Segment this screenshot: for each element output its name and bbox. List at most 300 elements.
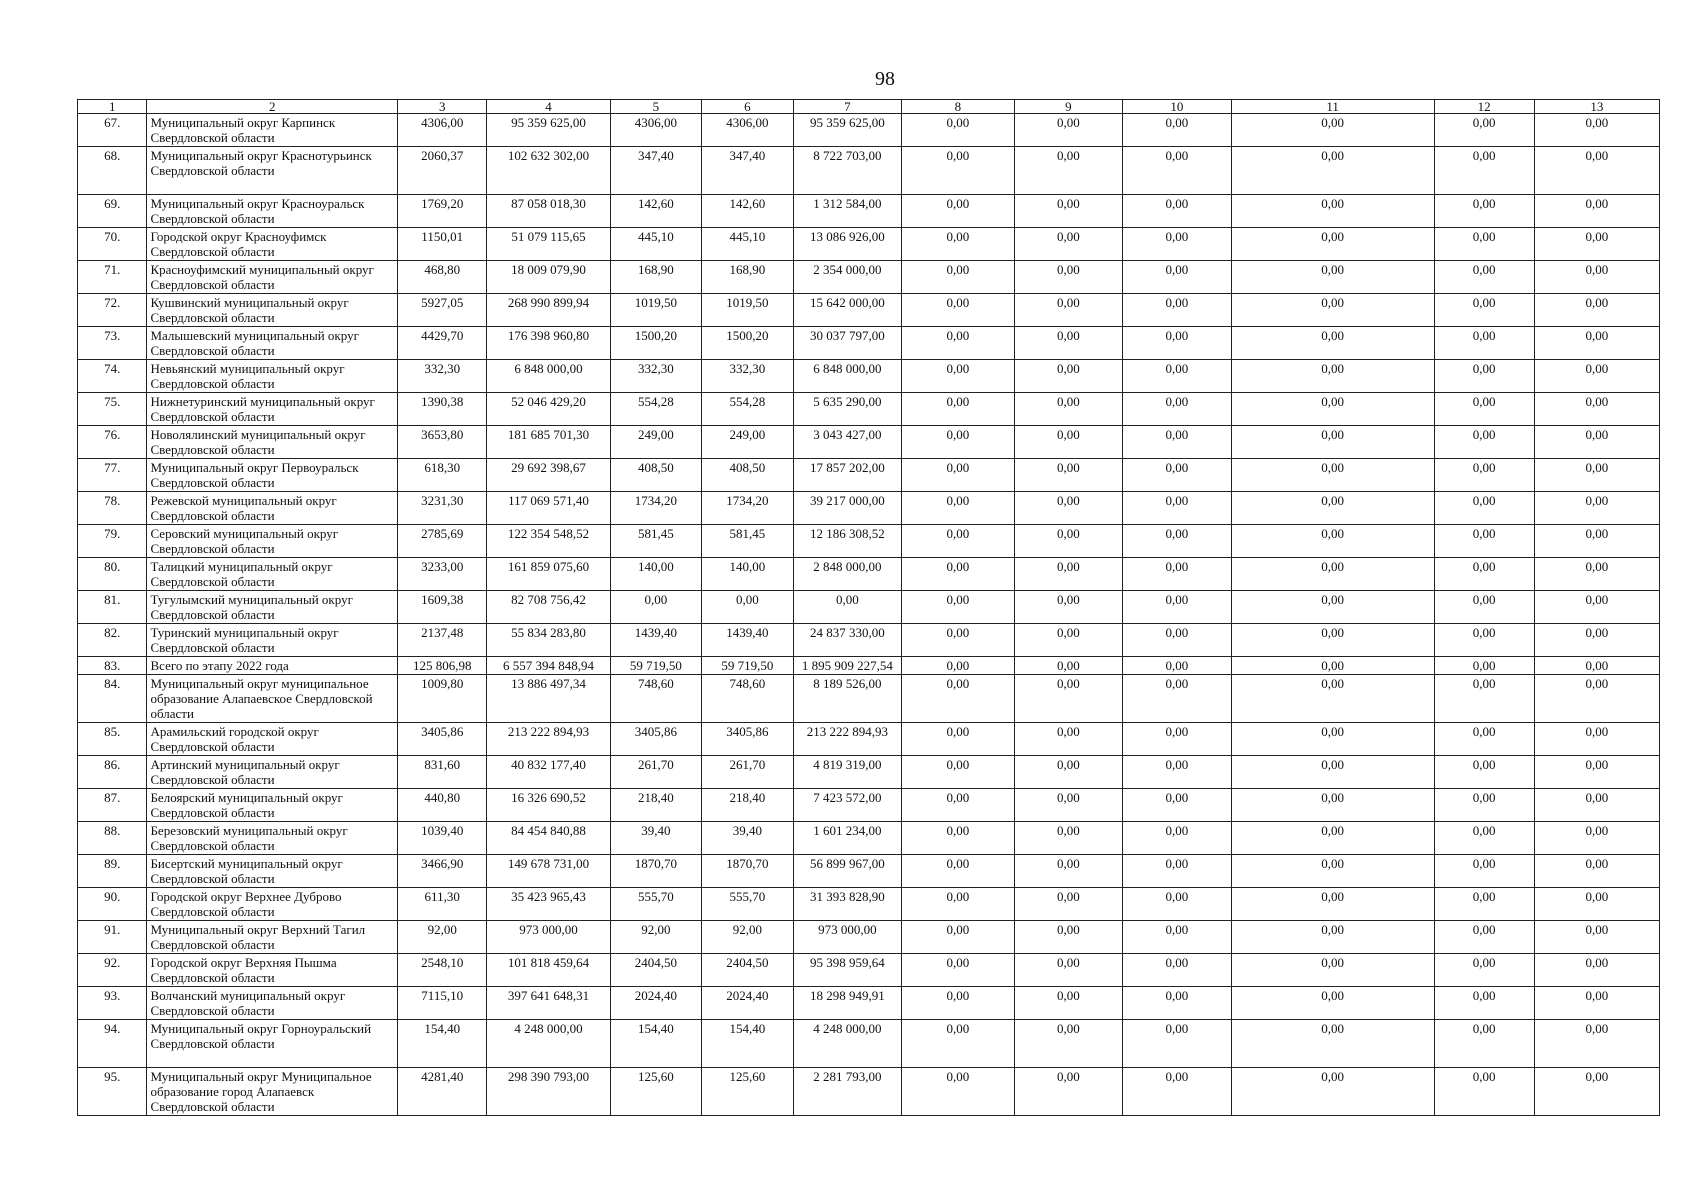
value-col-4: 122 354 548,52 (487, 525, 610, 558)
value-col-3: 4281,40 (397, 1068, 486, 1116)
value-col-10: 0,00 (1123, 195, 1231, 228)
value-col-8: 0,00 (902, 624, 1015, 657)
value-col-4: 13 886 497,34 (487, 675, 610, 723)
row-number: 88. (78, 822, 147, 855)
value-col-12: 0,00 (1434, 675, 1534, 723)
value-col-4: 149 678 731,00 (487, 855, 610, 888)
value-col-12: 0,00 (1434, 723, 1534, 756)
value-col-7: 18 298 949,91 (793, 987, 901, 1020)
value-col-13: 0,00 (1534, 822, 1659, 855)
value-col-13: 0,00 (1534, 147, 1659, 195)
value-col-8: 0,00 (902, 360, 1015, 393)
column-header: 5 (610, 100, 702, 114)
municipality-name: Нижнетуринский муниципальный округ Свердловской области (147, 393, 398, 426)
value-col-7: 8 722 703,00 (793, 147, 901, 195)
municipality-name: Туринский муниципальный округ Свердловской области (147, 624, 398, 657)
value-col-8: 0,00 (902, 1068, 1015, 1116)
value-col-6: 39,40 (702, 822, 794, 855)
column-header: 12 (1434, 100, 1534, 114)
value-col-10: 0,00 (1123, 657, 1231, 675)
value-col-10: 0,00 (1123, 492, 1231, 525)
value-col-8: 0,00 (902, 294, 1015, 327)
value-col-9: 0,00 (1014, 675, 1122, 723)
value-col-9: 0,00 (1014, 492, 1122, 525)
value-col-5: 555,70 (610, 888, 702, 921)
value-col-13: 0,00 (1534, 294, 1659, 327)
municipality-name: Муниципальный округ Верхний Тагил Свердловской области (147, 921, 398, 954)
table-row (78, 393, 1660, 426)
value-col-6: 555,70 (702, 888, 794, 921)
municipality-name: Городской округ Верхнее Дуброво Свердловской области (147, 888, 398, 921)
value-col-10: 0,00 (1123, 987, 1231, 1020)
value-col-7: 31 393 828,90 (793, 888, 901, 921)
value-col-5: 3405,86 (610, 723, 702, 756)
value-col-12: 0,00 (1434, 624, 1534, 657)
row-number: 95. (78, 1068, 147, 1116)
value-col-3: 1609,38 (397, 591, 486, 624)
value-col-11: 0,00 (1231, 492, 1434, 525)
value-col-13: 0,00 (1534, 624, 1659, 657)
value-col-6: 1870,70 (702, 855, 794, 888)
value-col-12: 0,00 (1434, 327, 1534, 360)
value-col-7: 2 281 793,00 (793, 1068, 901, 1116)
table-row (78, 987, 1660, 1020)
municipality-name: Малышевский муниципальный округ Свердловской области (147, 327, 398, 360)
value-col-10: 0,00 (1123, 675, 1231, 723)
value-col-13: 0,00 (1534, 261, 1659, 294)
column-header: 2 (147, 100, 398, 114)
value-col-5: 408,50 (610, 459, 702, 492)
value-col-4: 268 990 899,94 (487, 294, 610, 327)
value-col-13: 0,00 (1534, 327, 1659, 360)
table-row (78, 294, 1660, 327)
value-col-9: 0,00 (1014, 855, 1122, 888)
value-col-11: 0,00 (1231, 657, 1434, 675)
value-col-10: 0,00 (1123, 789, 1231, 822)
value-col-8: 0,00 (902, 492, 1015, 525)
value-col-4: 82 708 756,42 (487, 591, 610, 624)
value-col-9: 0,00 (1014, 525, 1122, 558)
municipality-name: Волчанский муниципальный округ Свердловской области (147, 987, 398, 1020)
value-col-13: 0,00 (1534, 360, 1659, 393)
value-col-8: 0,00 (902, 723, 1015, 756)
table-row (78, 360, 1660, 393)
row-number: 79. (78, 525, 147, 558)
value-col-5: 142,60 (610, 195, 702, 228)
value-col-8: 0,00 (902, 921, 1015, 954)
value-col-12: 0,00 (1434, 114, 1534, 147)
value-col-10: 0,00 (1123, 1068, 1231, 1116)
value-col-12: 0,00 (1434, 789, 1534, 822)
value-col-10: 0,00 (1123, 525, 1231, 558)
value-col-11: 0,00 (1231, 195, 1434, 228)
value-col-3: 3233,00 (397, 558, 486, 591)
value-col-7: 17 857 202,00 (793, 459, 901, 492)
value-col-8: 0,00 (902, 261, 1015, 294)
municipality-name: Невьянский муниципальный округ Свердловской области (147, 360, 398, 393)
value-col-6: 554,28 (702, 393, 794, 426)
value-col-5: 39,40 (610, 822, 702, 855)
table-row (78, 723, 1660, 756)
row-number: 85. (78, 723, 147, 756)
value-col-5: 249,00 (610, 426, 702, 459)
value-col-9: 0,00 (1014, 954, 1122, 987)
value-col-10: 0,00 (1123, 888, 1231, 921)
value-col-7: 0,00 (793, 591, 901, 624)
value-col-6: 218,40 (702, 789, 794, 822)
municipality-name: Всего по этапу 2022 года (147, 657, 398, 675)
value-col-3: 154,40 (397, 1020, 486, 1068)
value-col-6: 408,50 (702, 459, 794, 492)
value-col-8: 0,00 (902, 558, 1015, 591)
table-row (78, 888, 1660, 921)
value-col-10: 0,00 (1123, 147, 1231, 195)
value-col-13: 0,00 (1534, 888, 1659, 921)
value-col-5: 332,30 (610, 360, 702, 393)
table-row (78, 954, 1660, 987)
value-col-3: 4306,00 (397, 114, 486, 147)
row-number: 71. (78, 261, 147, 294)
value-col-10: 0,00 (1123, 756, 1231, 789)
value-col-8: 0,00 (902, 789, 1015, 822)
value-col-13: 0,00 (1534, 114, 1659, 147)
value-col-4: 6 848 000,00 (487, 360, 610, 393)
municipality-name: Муниципальный округ Карпинск Свердловской области (147, 114, 398, 147)
column-header: 4 (487, 100, 610, 114)
table-row (78, 756, 1660, 789)
value-col-5: 2404,50 (610, 954, 702, 987)
value-col-9: 0,00 (1014, 723, 1122, 756)
value-col-8: 0,00 (902, 888, 1015, 921)
row-number: 70. (78, 228, 147, 261)
value-col-3: 2785,69 (397, 525, 486, 558)
value-col-6: 59 719,50 (702, 657, 794, 675)
value-col-12: 0,00 (1434, 360, 1534, 393)
value-col-6: 142,60 (702, 195, 794, 228)
value-col-7: 4 819 319,00 (793, 756, 901, 789)
value-col-10: 0,00 (1123, 855, 1231, 888)
value-col-8: 0,00 (902, 393, 1015, 426)
value-col-9: 0,00 (1014, 195, 1122, 228)
value-col-3: 2137,48 (397, 624, 486, 657)
value-col-9: 0,00 (1014, 1020, 1122, 1068)
value-col-6: 125,60 (702, 1068, 794, 1116)
value-col-12: 0,00 (1434, 855, 1534, 888)
value-col-9: 0,00 (1014, 1068, 1122, 1116)
value-col-7: 973 000,00 (793, 921, 901, 954)
value-col-9: 0,00 (1014, 987, 1122, 1020)
value-col-6: 1500,20 (702, 327, 794, 360)
value-col-9: 0,00 (1014, 327, 1122, 360)
value-col-8: 0,00 (902, 822, 1015, 855)
table-row (78, 591, 1660, 624)
value-col-13: 0,00 (1534, 1020, 1659, 1068)
value-col-6: 92,00 (702, 921, 794, 954)
value-col-11: 0,00 (1231, 954, 1434, 987)
column-header: 3 (397, 100, 486, 114)
value-col-12: 0,00 (1434, 261, 1534, 294)
value-col-7: 5 635 290,00 (793, 393, 901, 426)
table-row (78, 525, 1660, 558)
value-col-7: 39 217 000,00 (793, 492, 901, 525)
value-col-11: 0,00 (1231, 426, 1434, 459)
column-header: 10 (1123, 100, 1231, 114)
municipality-name: Серовский муниципальный округ Свердловской области (147, 525, 398, 558)
value-col-13: 0,00 (1534, 1068, 1659, 1116)
table-row (78, 855, 1660, 888)
value-col-13: 0,00 (1534, 657, 1659, 675)
value-col-11: 0,00 (1231, 1068, 1434, 1116)
table-row (78, 459, 1660, 492)
value-col-4: 51 079 115,65 (487, 228, 610, 261)
municipality-name: Новолялинский муниципальный округ Свердловской области (147, 426, 398, 459)
value-col-6: 347,40 (702, 147, 794, 195)
value-col-7: 2 848 000,00 (793, 558, 901, 591)
value-col-7: 24 837 330,00 (793, 624, 901, 657)
value-col-4: 117 069 571,40 (487, 492, 610, 525)
value-col-4: 40 832 177,40 (487, 756, 610, 789)
value-col-4: 176 398 960,80 (487, 327, 610, 360)
table-row (78, 228, 1660, 261)
value-col-8: 0,00 (902, 954, 1015, 987)
row-number: 82. (78, 624, 147, 657)
value-col-6: 140,00 (702, 558, 794, 591)
value-col-8: 0,00 (902, 675, 1015, 723)
value-col-9: 0,00 (1014, 888, 1122, 921)
value-col-11: 0,00 (1231, 1020, 1434, 1068)
value-col-11: 0,00 (1231, 147, 1434, 195)
column-header: 9 (1014, 100, 1122, 114)
value-col-11: 0,00 (1231, 789, 1434, 822)
value-col-6: 168,90 (702, 261, 794, 294)
value-col-4: 161 859 075,60 (487, 558, 610, 591)
page-number: 98 (875, 68, 895, 90)
value-col-3: 92,00 (397, 921, 486, 954)
column-header: 8 (902, 100, 1015, 114)
value-col-8: 0,00 (902, 228, 1015, 261)
value-col-5: 4306,00 (610, 114, 702, 147)
table-body (78, 114, 1660, 1116)
value-col-5: 445,10 (610, 228, 702, 261)
value-col-13: 0,00 (1534, 756, 1659, 789)
value-col-11: 0,00 (1231, 723, 1434, 756)
value-col-6: 581,45 (702, 525, 794, 558)
value-col-8: 0,00 (902, 987, 1015, 1020)
table-row (78, 492, 1660, 525)
budget-table (77, 99, 1660, 1116)
row-number: 83. (78, 657, 147, 675)
value-col-10: 0,00 (1123, 360, 1231, 393)
municipality-name: Муниципальный округ Муниципальное образование город Алапаевск Свердловской области (147, 1068, 398, 1116)
value-col-11: 0,00 (1231, 525, 1434, 558)
value-col-13: 0,00 (1534, 459, 1659, 492)
value-col-11: 0,00 (1231, 855, 1434, 888)
value-col-12: 0,00 (1434, 294, 1534, 327)
municipality-name: Городской округ Красноуфимск Свердловской области (147, 228, 398, 261)
value-col-4: 29 692 398,67 (487, 459, 610, 492)
value-col-11: 0,00 (1231, 261, 1434, 294)
municipality-name: Тугулымский муниципальный округ Свердловской области (147, 591, 398, 624)
table-row (78, 822, 1660, 855)
row-number: 86. (78, 756, 147, 789)
value-col-4: 35 423 965,43 (487, 888, 610, 921)
value-col-5: 581,45 (610, 525, 702, 558)
value-col-10: 0,00 (1123, 624, 1231, 657)
value-col-8: 0,00 (902, 147, 1015, 195)
value-col-9: 0,00 (1014, 228, 1122, 261)
value-col-5: 2024,40 (610, 987, 702, 1020)
value-col-13: 0,00 (1534, 591, 1659, 624)
row-number: 81. (78, 591, 147, 624)
row-number: 67. (78, 114, 147, 147)
row-number: 76. (78, 426, 147, 459)
value-col-7: 30 037 797,00 (793, 327, 901, 360)
row-number: 72. (78, 294, 147, 327)
value-col-10: 0,00 (1123, 459, 1231, 492)
value-col-6: 2404,50 (702, 954, 794, 987)
value-col-13: 0,00 (1534, 675, 1659, 723)
value-col-4: 84 454 840,88 (487, 822, 610, 855)
value-col-5: 218,40 (610, 789, 702, 822)
value-col-5: 1019,50 (610, 294, 702, 327)
row-number: 90. (78, 888, 147, 921)
value-col-12: 0,00 (1434, 525, 1534, 558)
value-col-13: 0,00 (1534, 492, 1659, 525)
value-col-3: 831,60 (397, 756, 486, 789)
column-number-row (78, 100, 1660, 114)
value-col-12: 0,00 (1434, 558, 1534, 591)
value-col-9: 0,00 (1014, 294, 1122, 327)
value-col-12: 0,00 (1434, 492, 1534, 525)
value-col-11: 0,00 (1231, 393, 1434, 426)
value-col-11: 0,00 (1231, 756, 1434, 789)
value-col-4: 16 326 690,52 (487, 789, 610, 822)
row-number: 92. (78, 954, 147, 987)
value-col-9: 0,00 (1014, 147, 1122, 195)
value-col-7: 1 895 909 227,54 (793, 657, 901, 675)
value-col-6: 748,60 (702, 675, 794, 723)
value-col-3: 332,30 (397, 360, 486, 393)
value-col-11: 0,00 (1231, 888, 1434, 921)
row-number: 73. (78, 327, 147, 360)
value-col-3: 7115,10 (397, 987, 486, 1020)
value-col-13: 0,00 (1534, 954, 1659, 987)
value-col-13: 0,00 (1534, 426, 1659, 459)
value-col-6: 1439,40 (702, 624, 794, 657)
table-row (78, 1068, 1660, 1116)
value-col-6: 154,40 (702, 1020, 794, 1068)
value-col-11: 0,00 (1231, 822, 1434, 855)
value-col-13: 0,00 (1534, 525, 1659, 558)
value-col-9: 0,00 (1014, 459, 1122, 492)
value-col-3: 3653,80 (397, 426, 486, 459)
table-row (78, 624, 1660, 657)
municipality-name: Муниципальный округ Первоуральск Свердловской области (147, 459, 398, 492)
value-col-12: 0,00 (1434, 228, 1534, 261)
value-col-5: 125,60 (610, 1068, 702, 1116)
value-col-10: 0,00 (1123, 723, 1231, 756)
row-number: 74. (78, 360, 147, 393)
value-col-7: 8 189 526,00 (793, 675, 901, 723)
row-number: 91. (78, 921, 147, 954)
value-col-5: 168,90 (610, 261, 702, 294)
value-col-6: 332,30 (702, 360, 794, 393)
value-col-10: 0,00 (1123, 921, 1231, 954)
value-col-8: 0,00 (902, 459, 1015, 492)
value-col-12: 0,00 (1434, 954, 1534, 987)
value-col-11: 0,00 (1231, 624, 1434, 657)
value-col-8: 0,00 (902, 855, 1015, 888)
value-col-5: 554,28 (610, 393, 702, 426)
value-col-5: 1500,20 (610, 327, 702, 360)
value-col-4: 973 000,00 (487, 921, 610, 954)
value-col-3: 1009,80 (397, 675, 486, 723)
value-col-4: 4 248 000,00 (487, 1020, 610, 1068)
column-header: 13 (1534, 100, 1659, 114)
value-col-3: 1390,38 (397, 393, 486, 426)
municipality-name: Муниципальный округ Краснотурьинск Свердловской области (147, 147, 398, 195)
value-col-6: 249,00 (702, 426, 794, 459)
table-row (78, 558, 1660, 591)
value-col-12: 0,00 (1434, 756, 1534, 789)
table-row (78, 675, 1660, 723)
value-col-3: 1150,01 (397, 228, 486, 261)
value-col-11: 0,00 (1231, 558, 1434, 591)
table-row (78, 261, 1660, 294)
value-col-3: 468,80 (397, 261, 486, 294)
value-col-6: 1734,20 (702, 492, 794, 525)
municipality-name: Талицкий муниципальный округ Свердловской области (147, 558, 398, 591)
table-row (78, 114, 1660, 147)
value-col-4: 181 685 701,30 (487, 426, 610, 459)
value-col-3: 125 806,98 (397, 657, 486, 675)
value-col-10: 0,00 (1123, 261, 1231, 294)
value-col-9: 0,00 (1014, 558, 1122, 591)
value-col-7: 213 222 894,93 (793, 723, 901, 756)
value-col-11: 0,00 (1231, 921, 1434, 954)
column-header: 11 (1231, 100, 1434, 114)
value-col-12: 0,00 (1434, 1020, 1534, 1068)
value-col-4: 397 641 648,31 (487, 987, 610, 1020)
value-col-4: 55 834 283,80 (487, 624, 610, 657)
municipality-name: Арамильский городской округ Свердловской области (147, 723, 398, 756)
value-col-12: 0,00 (1434, 1068, 1534, 1116)
value-col-7: 2 354 000,00 (793, 261, 901, 294)
value-col-3: 3405,86 (397, 723, 486, 756)
municipality-name: Режевской муниципальный округ Свердловской области (147, 492, 398, 525)
value-col-6: 261,70 (702, 756, 794, 789)
row-number: 69. (78, 195, 147, 228)
value-col-9: 0,00 (1014, 921, 1122, 954)
value-col-13: 0,00 (1534, 228, 1659, 261)
value-col-11: 0,00 (1231, 459, 1434, 492)
value-col-7: 95 359 625,00 (793, 114, 901, 147)
value-col-5: 92,00 (610, 921, 702, 954)
value-col-3: 3466,90 (397, 855, 486, 888)
value-col-6: 0,00 (702, 591, 794, 624)
value-col-8: 0,00 (902, 327, 1015, 360)
value-col-10: 0,00 (1123, 114, 1231, 147)
municipality-name: Кушвинский муниципальный округ Свердловской области (147, 294, 398, 327)
value-col-5: 1870,70 (610, 855, 702, 888)
value-col-7: 1 312 584,00 (793, 195, 901, 228)
value-col-8: 0,00 (902, 591, 1015, 624)
value-col-9: 0,00 (1014, 426, 1122, 459)
value-col-7: 6 848 000,00 (793, 360, 901, 393)
value-col-10: 0,00 (1123, 228, 1231, 261)
municipality-name: Муниципальный округ Горноуральский Свердловской области (147, 1020, 398, 1068)
value-col-5: 748,60 (610, 675, 702, 723)
